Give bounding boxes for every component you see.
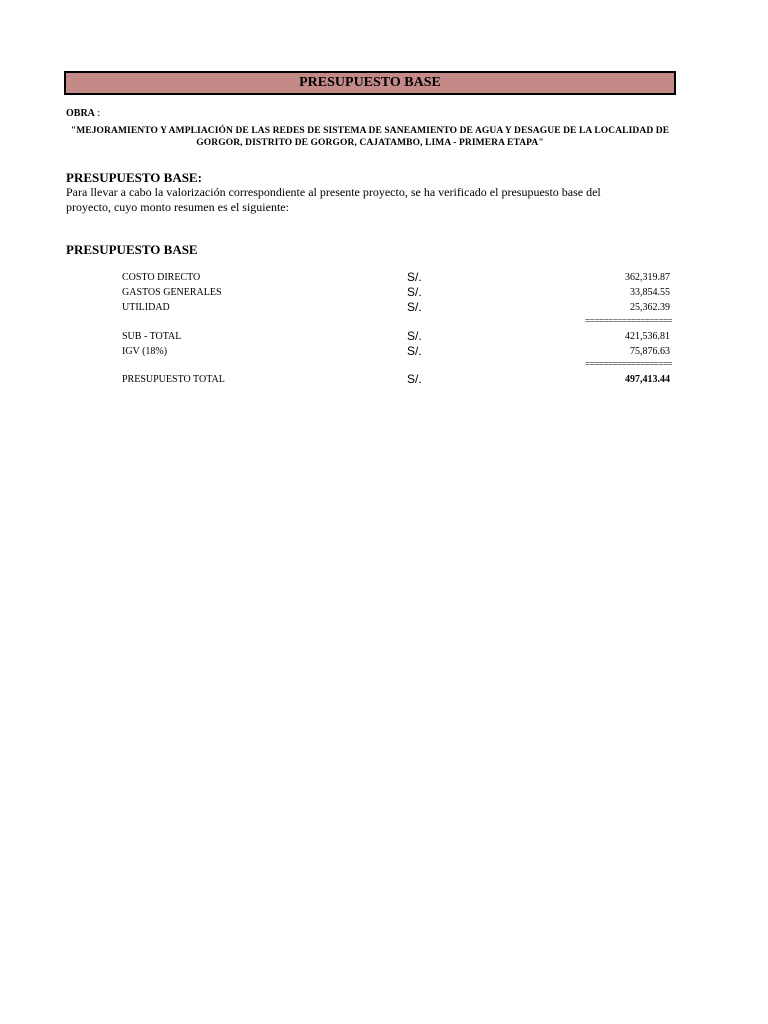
budget-row-costo-directo: [0, 271, 768, 285]
obra-description: [70, 125, 670, 149]
separator-line: ===================: [585, 316, 672, 326]
budget-label: IGV (18%): [122, 346, 168, 357]
budget-amount: 362,319.87: [625, 272, 670, 283]
budget-label: SUB - TOTAL: [122, 331, 182, 342]
obra-label: OBRA: [66, 108, 95, 119]
budget-label: PRESUPUESTO TOTAL: [122, 374, 225, 385]
currency-symbol: S/.: [407, 329, 422, 343]
budget-row-sub-total: [0, 330, 768, 344]
budget-label: UTILIDAD: [122, 302, 170, 313]
budget-amount: 33,854.55: [630, 287, 670, 298]
budget-amount: 421,536.81: [625, 331, 670, 342]
section-heading-presupuesto-base: PRESUPUESTO BASE:: [66, 170, 202, 185]
budget-label: GASTOS GENERALES: [122, 287, 222, 298]
currency-symbol: S/.: [407, 372, 422, 386]
budget-row-presupuesto-total: [0, 373, 768, 387]
currency-symbol: S/.: [407, 300, 422, 314]
obra-description-line2: GORGOR, DISTRITO DE GORGOR, CAJATAMBO, LIMA - PRIMERA ETAPA": [196, 138, 544, 148]
page-title: PRESUPUESTO BASE: [64, 71, 676, 95]
budget-amount: 497,413.44: [625, 374, 670, 385]
budget-row-igv: [0, 345, 768, 359]
obra-description-line1: "MEJORAMIENTO Y AMPLIACIÓN DE LAS REDES DE SISTEMA DE SANEAMIENTO DE AGUA Y DESAGUE DE LA LOCALIDAD DE: [70, 126, 670, 136]
budget-amount: 25,362.39: [630, 302, 670, 313]
section-heading-budget: PRESUPUESTO BASE: [66, 242, 198, 257]
obra-line: [66, 108, 100, 119]
budget-amount: 75,876.63: [630, 346, 670, 357]
separator-line: ===================: [585, 359, 672, 369]
budget-label: COSTO DIRECTO: [122, 272, 201, 283]
currency-symbol: S/.: [407, 344, 422, 358]
intro-paragraph: Para llevar a cabo la valorización correspondiente al presente proyecto, se ha verificado el presupuesto base del proyecto, cuyo monto resumen es el siguiente:: [66, 185, 601, 214]
currency-symbol: S/.: [407, 285, 422, 299]
obra-colon: :: [97, 108, 101, 119]
currency-symbol: S/.: [407, 270, 422, 284]
budget-row-gastos-generales: [0, 286, 768, 300]
budget-row-utilidad: [0, 301, 768, 315]
